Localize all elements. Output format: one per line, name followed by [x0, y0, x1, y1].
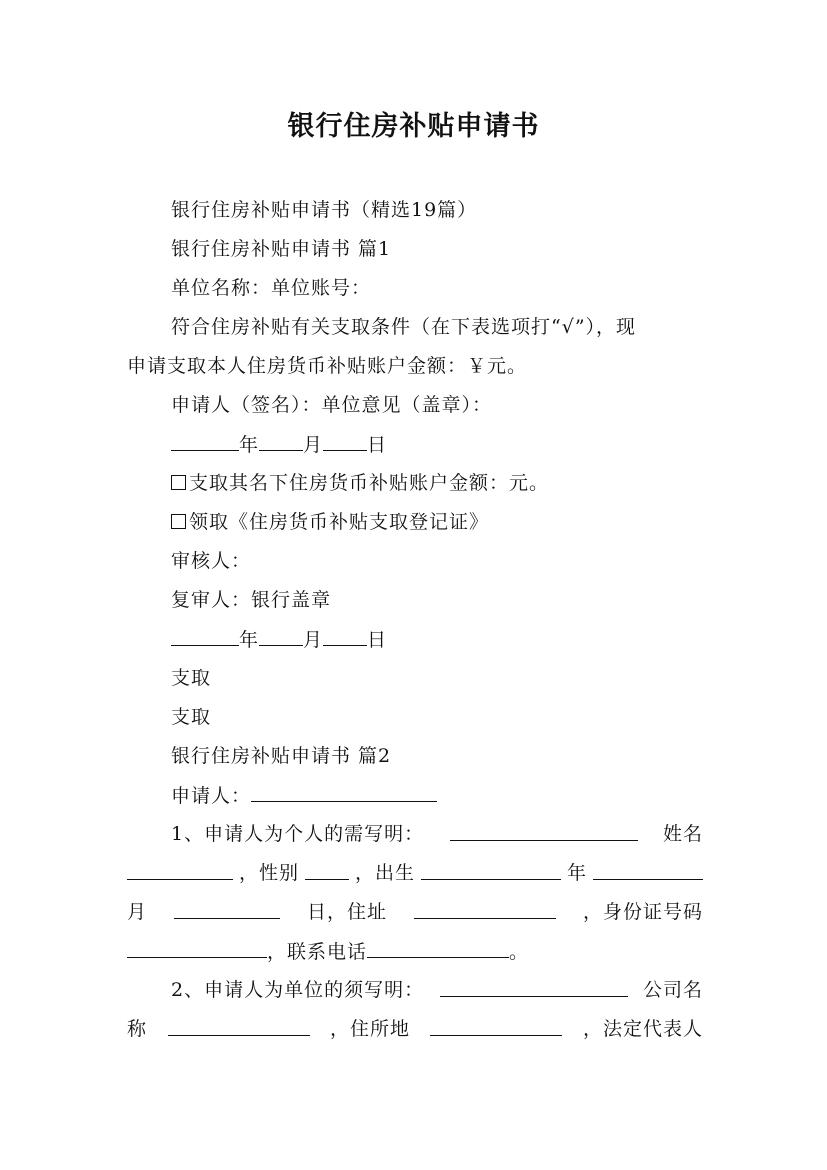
id-number-label: ，身份证号码	[582, 901, 703, 923]
day-blank[interactable]	[323, 431, 367, 451]
day-blank[interactable]	[323, 626, 367, 646]
birth-year-label: 年	[566, 862, 587, 884]
unit-info-line: 单位名称：单位账号：	[171, 277, 372, 299]
month-blank[interactable]	[259, 431, 303, 451]
phone-label: ，联系电话	[267, 941, 368, 963]
residence-label: ，住所地	[329, 1018, 410, 1040]
day-label: 日	[367, 434, 388, 456]
address-label: 日，住址	[306, 901, 387, 923]
name-label: 姓名	[662, 823, 703, 845]
individual-para-line-2	[127, 860, 703, 886]
reviewer-line: 审核人：	[171, 550, 252, 572]
address-blank[interactable]	[414, 899, 556, 919]
applicant-signature-line: 申请人（签名）：单位意见（盖章）：	[171, 394, 493, 416]
company-para-line-1	[127, 977, 703, 1003]
company-intro: 2、申请人为单位的须写明：	[171, 979, 425, 1001]
gender-label: ，性别	[238, 862, 299, 884]
month-label: 月	[303, 434, 324, 456]
second-reviewer-line: 复审人：银行盖章	[171, 589, 332, 611]
company-para-line-2	[127, 1016, 703, 1042]
option-withdraw-label: 支取其名下住房货币补贴账户金额：元。	[189, 472, 550, 494]
period: 。	[509, 941, 530, 963]
year-label: 年	[239, 434, 260, 456]
document-title: 银行住房补贴申请书	[287, 111, 540, 142]
month-blank[interactable]	[259, 626, 303, 646]
section-heading-2: 银行住房补贴申请书 篇2	[171, 745, 392, 767]
birth-month-label: 月	[127, 901, 148, 923]
option-collect-certificate	[127, 509, 703, 535]
withdraw-line-2: 支取	[171, 706, 212, 728]
year-blank[interactable]	[171, 626, 239, 646]
checkbox-collect[interactable]	[171, 514, 186, 529]
individual-blank[interactable]	[450, 821, 638, 841]
section-heading-1: 银行住房补贴申请书 篇1	[171, 238, 392, 260]
conditions-line-cont: 申请支取本人住房货币补贴账户金额：￥元。	[127, 355, 528, 377]
company-name-blank[interactable]	[168, 1016, 310, 1036]
birth-year-blank[interactable]	[421, 860, 561, 880]
legal-rep-label: ，法定代表人	[582, 1018, 703, 1040]
option-withdraw-amount	[127, 470, 703, 496]
name-blank[interactable]	[127, 860, 233, 880]
day-label: 日	[367, 629, 388, 651]
subtitle-line: 银行住房补贴申请书（精选19篇）	[171, 199, 478, 221]
birth-month-blank[interactable]	[593, 860, 703, 880]
birth-label: ，出生	[354, 862, 415, 884]
checkbox-withdraw[interactable]	[171, 475, 186, 490]
withdraw-line-1: 支取	[171, 667, 212, 689]
birth-day-blank[interactable]	[174, 899, 280, 919]
date-line-1	[127, 431, 703, 458]
individual-para-line-1	[127, 821, 703, 847]
applicant-blank[interactable]	[251, 782, 437, 802]
company-name-label: 公司名	[642, 979, 703, 1001]
individual-intro: 1、申请人为个人的需写明：	[171, 823, 425, 845]
individual-para-line-4	[127, 938, 703, 965]
year-blank[interactable]	[171, 431, 239, 451]
conditions-line: 符合住房补贴有关支取条件（在下表选项打“√”），现	[171, 316, 637, 338]
applicant-label: 申请人：	[171, 785, 252, 807]
month-label: 月	[303, 629, 324, 651]
individual-para-line-3	[127, 899, 703, 925]
applicant-line	[127, 782, 703, 809]
company-name-label-cont: 称	[127, 1018, 148, 1040]
residence-blank[interactable]	[430, 1016, 562, 1036]
year-label: 年	[239, 629, 260, 651]
date-line-2	[127, 626, 703, 653]
company-blank[interactable]	[440, 977, 628, 997]
id-number-blank[interactable]	[127, 938, 267, 958]
gender-blank[interactable]	[305, 860, 349, 880]
option-collect-label: 领取《住房货币补贴支取登记证》	[189, 511, 490, 533]
phone-blank[interactable]	[367, 938, 509, 958]
